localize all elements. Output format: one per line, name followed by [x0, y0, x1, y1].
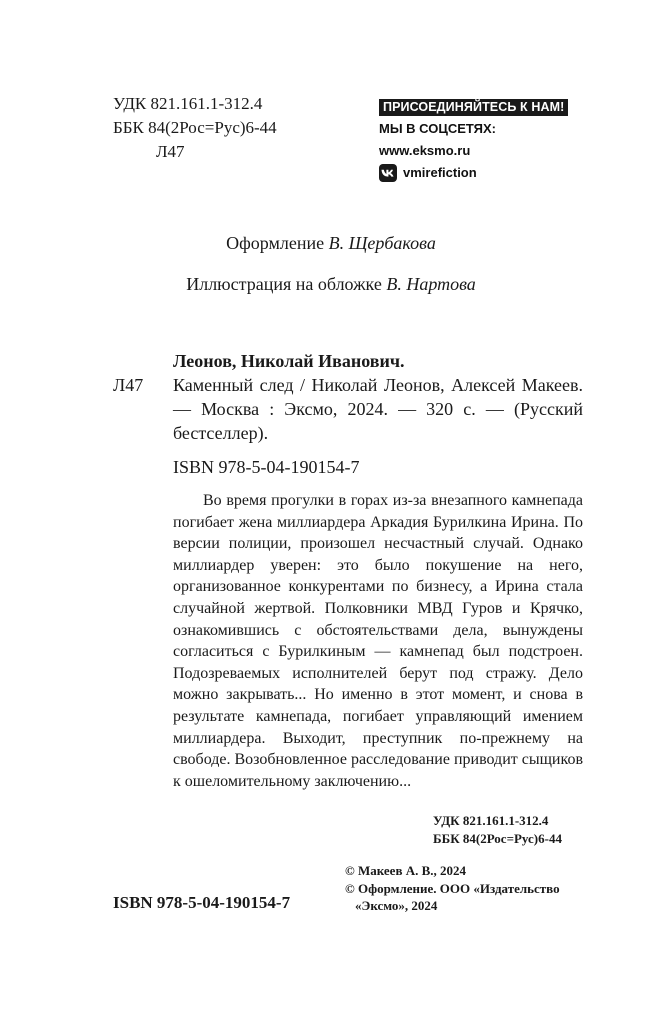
annotation	[173, 490, 583, 792]
udk-code: УДК 821.161.1-312.4	[113, 94, 263, 113]
design-name: В. Щербакова	[328, 233, 436, 253]
design-label: Оформление	[226, 233, 325, 253]
record-mark: Л47	[113, 375, 144, 395]
copyright-author: © Макеев А. В., 2024	[345, 863, 467, 878]
design-credit	[0, 231, 662, 255]
vk-icon	[379, 164, 397, 182]
author-mark: Л47	[156, 142, 185, 161]
record-isbn: ISBN 978-5-04-190154-7	[173, 457, 360, 477]
classification-block	[113, 92, 277, 164]
website-link[interactable]: www.eksmo.ru	[379, 143, 471, 158]
cover-name: В. Нартова	[386, 274, 476, 294]
footer-bbk: ББК 84(2Рос=Рус)6-44	[433, 831, 562, 846]
social-block	[379, 96, 585, 184]
bibliographic-record	[113, 349, 583, 479]
cover-label: Иллюстрация на обложке	[186, 274, 382, 294]
vk-handle: vmirefiction	[403, 165, 477, 180]
footer-isbn: ISBN 978-5-04-190154-7	[113, 893, 291, 912]
cover-credit	[0, 272, 662, 296]
record-author: Леонов, Николай Иванович.	[173, 351, 405, 371]
record-description: Каменный след / Николай Леонов, Алексей Макеев. — Москва : Эксмо, 2024. — 320 с. — (Русский бестселлер).	[173, 375, 583, 443]
footer-classification	[433, 812, 562, 848]
annotation-text: Во время прогулки в горах из-за внезапного камнепада погибает жена миллиардера Аркадия Бурилкина Ирина. По версии полиции, произошел несчастный случай. Однако миллиардер уверен: это было покушение на него, организованное конкурентами по бизнесу, а Ирина стала случайной жертвой. Полковники МВД Гуров и Крячко, ознакомившись с обстоятельствами дела, вынуждены согласиться с Бурилкиным — камнепад был подстроен. Подозреваемых исполнителей берут под стражу. Дело можно закрывать... Но именно в этот момент, и снова в результате камнепада, погибает управляющий имением миллиардера. Выходит, преступник по-прежнему на свободе. Возобновленное расследование приводит сыщиков к ошеломительному заключению...	[173, 492, 583, 790]
join-banner: ПРИСОЕДИНЯЙТЕСЬ К НАМ!	[379, 99, 568, 116]
bbk-code: ББК 84(2Рос=Рус)6-44	[113, 118, 277, 137]
vk-link[interactable]	[379, 162, 585, 184]
copyright-design: © Оформление. ООО «Издательство	[345, 880, 560, 896]
record-body	[113, 373, 583, 445]
copyright-block	[345, 862, 560, 915]
social-networks-label: МЫ В СОЦСЕТЯХ:	[379, 121, 497, 136]
copyright-design-cont: «Эксмо», 2024	[355, 898, 438, 913]
footer-udk: УДК 821.161.1-312.4	[433, 813, 549, 828]
